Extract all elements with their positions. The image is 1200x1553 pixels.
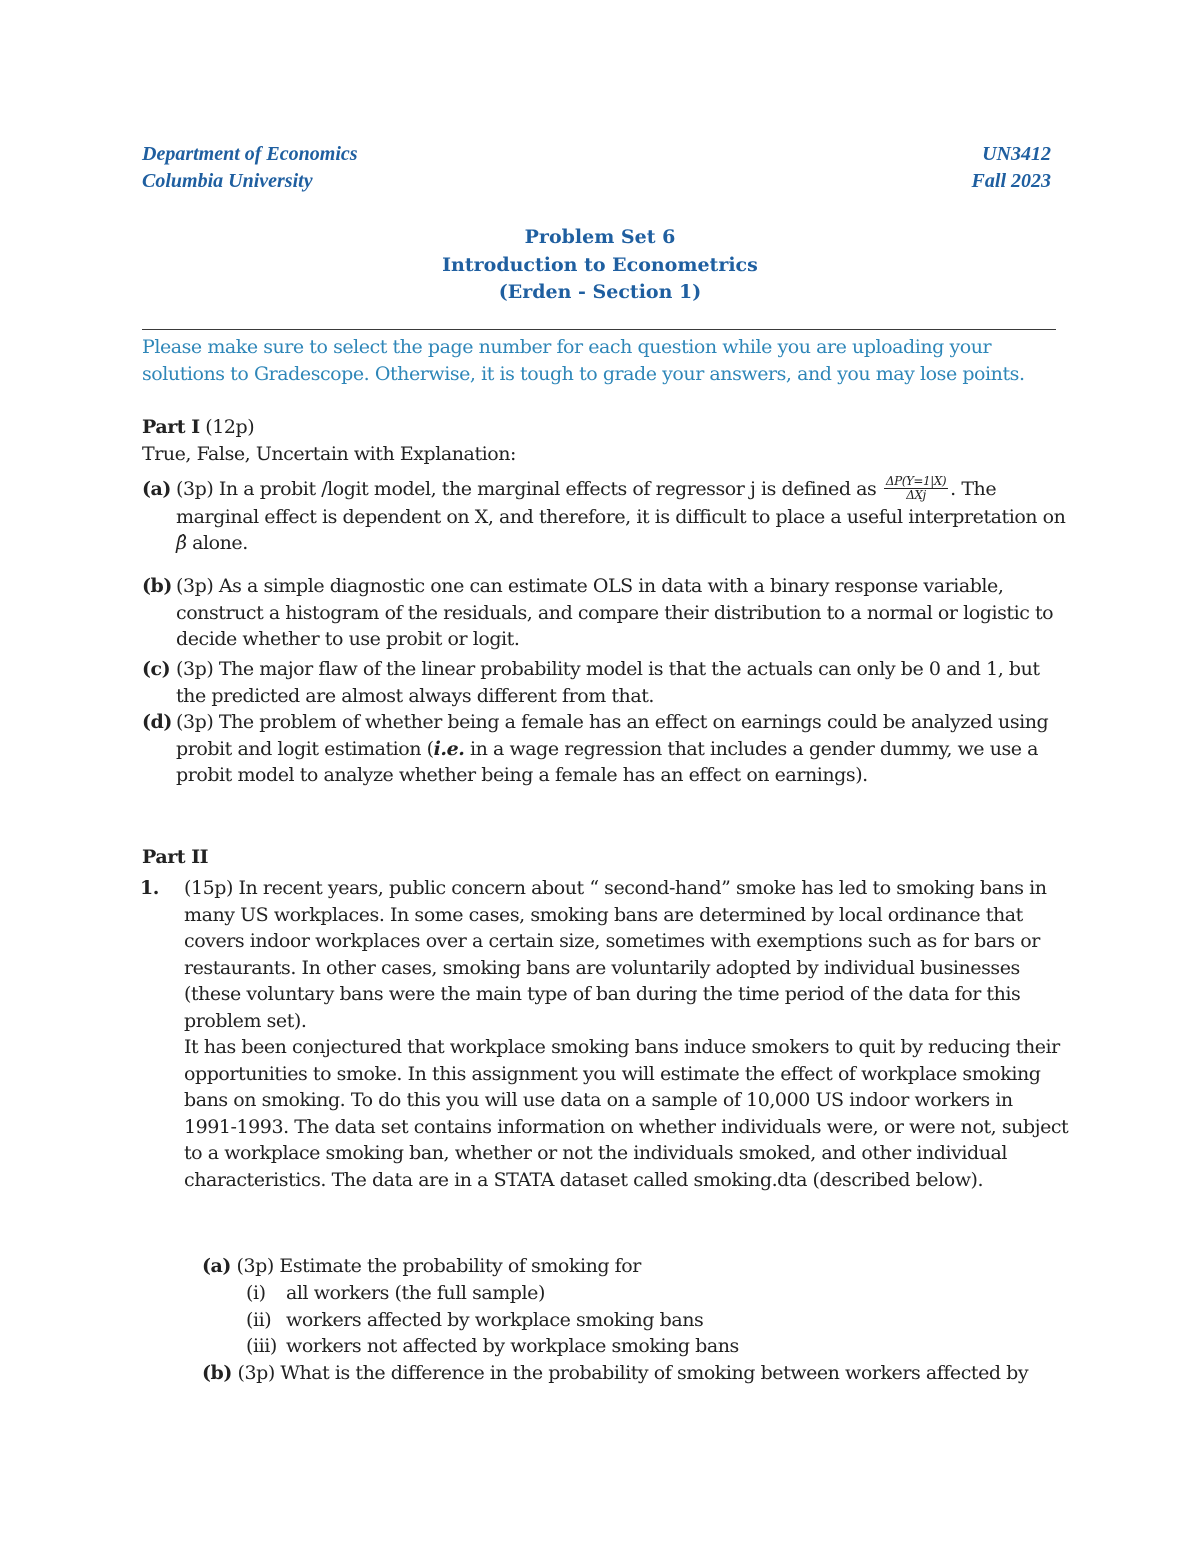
item-d-text-before: (3p) The problem of whether being a female has an effect on earnings could be analyzed using probit and logit estimation ( bbox=[176, 711, 1049, 760]
ie-abbrev: i.e. bbox=[433, 737, 465, 760]
roman-item bbox=[246, 1307, 739, 1334]
term: Fall 2023 bbox=[971, 170, 1051, 192]
roman-numeral: (ii) bbox=[246, 1308, 272, 1331]
item-label: (a) bbox=[142, 478, 171, 500]
university-name: Columbia University bbox=[142, 170, 313, 192]
marginal-effect-fraction bbox=[884, 475, 948, 502]
part1-item-b bbox=[142, 573, 1072, 653]
part1-item-a bbox=[142, 473, 1072, 557]
item-d-text-after: in a wage regression that includes a gender dummy, we use a probit model to analyze whether being a female has an effect on earnings). bbox=[176, 737, 1039, 786]
course-code: UN3412 bbox=[982, 143, 1051, 165]
sub-label: (b) bbox=[202, 1362, 232, 1384]
title-block bbox=[0, 224, 1200, 307]
roman-item bbox=[246, 1333, 739, 1360]
question-1 bbox=[140, 875, 1070, 1193]
question-1-part-a bbox=[202, 1253, 1082, 1280]
roman-text: workers not affected by workplace smoking bans bbox=[286, 1335, 739, 1357]
question-1-part-b bbox=[202, 1360, 1082, 1387]
item-label: (c) bbox=[142, 658, 171, 680]
question-1-paragraph-1: (15p) In recent years, public concern about “ second-hand” smoke has led to smoking bans in many US workplaces. In some cases, smoking bans are determined by local ordinance that covers indoor workplaces over a certain size, sometimes with exemptions such as for bars or restaurants. In other cases, smoking bans are voluntarily adopted by individual businesses (these voluntary bans were the main type of ban during the time period of the data for this problem set). bbox=[184, 877, 1047, 1032]
sub-b-text: (3p) What is the difference in the probability of smoking between workers affected by bbox=[237, 1362, 1029, 1384]
sub-a-text: (3p) Estimate the probability of smoking for bbox=[236, 1255, 641, 1277]
part1-item-c bbox=[142, 656, 1072, 709]
part1-points: (12p) bbox=[205, 416, 255, 438]
upload-notice: Please make sure to select the page number for each question while you are uploading your solutions to Gradescope. Otherwise, it is tough to grade your answers, and you may lose points. bbox=[142, 336, 1025, 385]
roman-list bbox=[246, 1280, 739, 1360]
beta-hat-symbol: β̂ bbox=[176, 532, 187, 554]
question-1-paragraph-2: It has been conjectured that workplace smoking bans induce smokers to quit by reducing their opportunities to smoke. In this assignment you will estimate the effect of workplace smoking bans on smoking. To do this you will use data on a sample of 10,000 US indoor workers in 1991-1993. The data set contains information on whether individuals were, or were not, subject to a workplace smoking ban, whether or not the individuals smoked, and other individual characteristics. The data are in a STATA dataset called smoking.dta (described below). bbox=[184, 1036, 1069, 1191]
roman-text: all workers (the full sample) bbox=[286, 1282, 545, 1304]
department-name: Department of Economics bbox=[142, 143, 358, 165]
roman-numeral: (i) bbox=[246, 1282, 266, 1304]
fraction-numerator: ΔP(Y=1|X) bbox=[885, 473, 947, 488]
part1-heading: Part I bbox=[142, 416, 200, 438]
part1-instruction: True, False, Uncertain with Explanation: bbox=[142, 443, 516, 465]
sub-label: (a) bbox=[202, 1255, 231, 1277]
roman-item bbox=[246, 1280, 739, 1307]
horizontal-divider bbox=[142, 329, 1056, 330]
roman-numeral: (iii) bbox=[246, 1335, 277, 1357]
item-a-text-end: alone. bbox=[186, 532, 248, 554]
roman-text: workers affected by workplace smoking bans bbox=[286, 1308, 704, 1331]
fraction-denominator: ΔXj bbox=[906, 487, 926, 502]
item-a-text-after: . The marginal effect is dependent on X, and therefore, it is difficult to place a useful interpretation on bbox=[176, 478, 1066, 528]
part2-heading: Part II bbox=[142, 846, 209, 868]
item-c-text: (3p) The major flaw of the linear probability model is that the actuals can only be 0 and 1, but the predicted are almost always different from that. bbox=[176, 658, 1040, 707]
item-label: (d) bbox=[142, 711, 172, 733]
part1-heading-line bbox=[142, 414, 254, 441]
question-number: 1. bbox=[140, 877, 159, 899]
item-a-text-before: (3p) In a probit /logit model, the marginal effects of regressor j is defined as bbox=[176, 478, 877, 500]
item-label: (b) bbox=[142, 575, 172, 597]
item-b-text: (3p) As a simple diagnostic one can estimate OLS in data with a binary response variable, construct a histogram of the residuals, and compare their distribution to a normal or logistic to decide whether to use probit or logit. bbox=[176, 575, 1054, 650]
title-line-2: Introduction to Econometrics bbox=[442, 253, 758, 276]
part1-item-d bbox=[142, 709, 1072, 789]
title-line-3: (Erden - Section 1) bbox=[498, 281, 702, 303]
title-line-1: Problem Set 6 bbox=[524, 226, 676, 248]
